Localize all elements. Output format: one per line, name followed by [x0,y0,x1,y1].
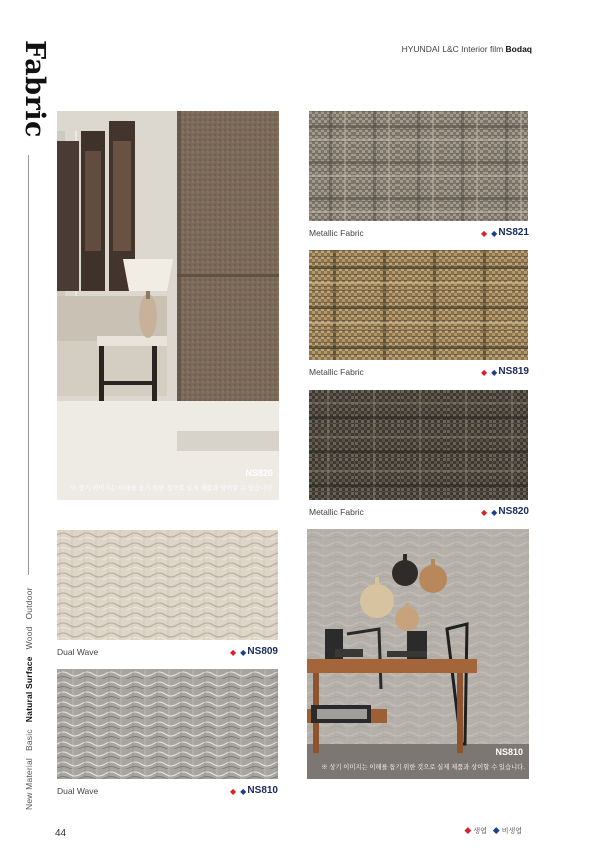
fabric-swatch-ns821 [309,111,528,221]
fabric-swatch-ns819 [309,250,528,360]
sample-name-ns809: Dual Wave [57,647,99,657]
legend-blue-label: 비생엽 [501,828,522,835]
section-title: Fabric [19,40,50,138]
fabric-swatch-ns809 [57,530,278,640]
nav-item-new-material[interactable]: New Material [24,758,34,810]
brand-name: Bodaq [505,44,532,54]
sample-swatch-ns821[interactable] [309,111,528,221]
fabric-swatch-ns810 [57,669,278,779]
sample-code-ns821: NS821 [498,227,529,238]
fabric-swatch-ns820 [309,390,528,500]
sample-name-ns820: Metallic Fabric [309,507,364,517]
interior-photo-ns810-image [307,529,529,779]
photo-code-right: NS810 [495,747,523,757]
red-diamond-icon: ◆ [230,787,241,796]
sample-swatch-ns819[interactable] [309,250,528,360]
blue-diamond-icon: ◆ [491,229,502,238]
sample-name-ns821: Metallic Fabric [309,228,364,238]
nav-item-outdoor[interactable]: Outdoor [24,587,34,620]
sample-name-ns819: Metallic Fabric [309,367,364,377]
nav-item-wood[interactable]: Wood [24,626,34,650]
photo-code-left: NS820 [245,468,273,478]
brand-header [402,44,532,54]
red-diamond-icon: ◆ [230,648,241,657]
sample-code-ns810: NS810 [247,785,278,796]
sample-swatch-ns820[interactable] [309,390,528,500]
vertical-divider [28,155,29,575]
red-diamond-icon: ◆ [481,368,492,377]
photo-note-right: ※ 상기 이미지는 이해를 돕기 위한 것으로 실제 제품과 상이할 수 있습니다. [321,764,525,771]
red-diamond-icon: ◆ [481,229,492,238]
nav-item-natural-surface[interactable]: Natural Surface [24,656,34,723]
red-diamond-icon: ◆ [481,508,492,517]
interior-photo-ns810 [307,529,529,779]
sample-name-ns810: Dual Wave [57,786,99,796]
category-side-nav [20,580,38,810]
blue-diamond-icon: ◆ [240,648,251,657]
nav-item-basic[interactable]: Basic [24,729,34,751]
red-diamond-icon: ◆ [464,828,472,835]
blue-diamond-icon: ◆ [491,508,502,517]
legend-red-label: 생엽 [473,828,487,835]
photo-note-left: ※ 상기 이미지는 이해를 돕기 위한 것으로 실제 제품과 상이할 수 있습니다. [70,485,274,492]
marker-legend [464,826,522,836]
sample-code-ns819: NS819 [498,366,529,377]
blue-diamond-icon: ◆ [240,787,251,796]
blue-diamond-icon: ◆ [492,828,500,835]
interior-photo-ns820-image [57,111,279,500]
interior-photo-ns820 [57,111,279,500]
sample-code-ns820: NS820 [498,506,529,517]
sample-swatch-ns809[interactable] [57,530,278,640]
sample-code-ns809: NS809 [247,646,278,657]
sample-swatch-ns810[interactable] [57,669,278,779]
page-number: 44 [55,828,67,839]
blue-diamond-icon: ◆ [491,368,502,377]
brand-prefix: HYUNDAI L&C Interior film [401,44,504,54]
